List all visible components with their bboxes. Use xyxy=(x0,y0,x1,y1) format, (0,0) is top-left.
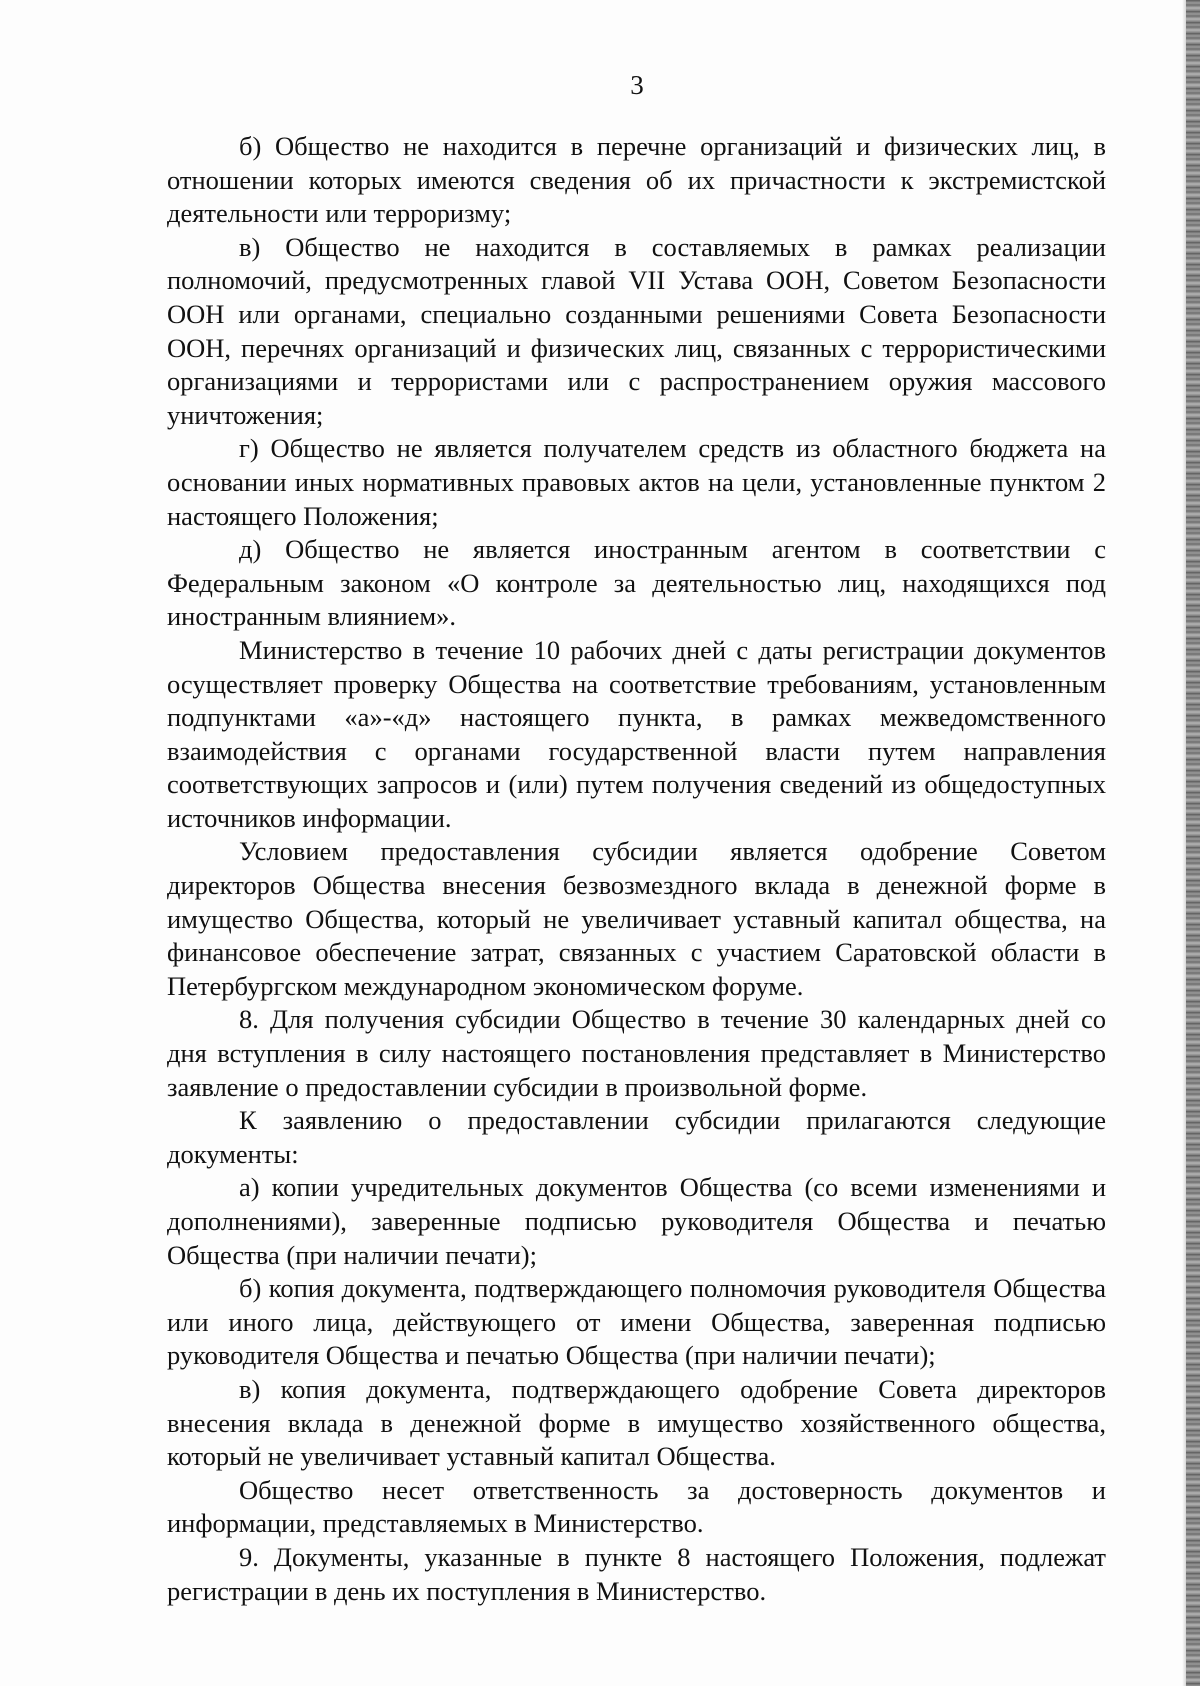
paragraph-section-9: 9. Документы, указанные в пункте 8 настоящего Положения, подлежат регистрации в день их поступления в Министерство. xyxy=(167,1541,1106,1606)
paragraph-responsibility: Общество несет ответственность за достоверность документов и информации, представляемых в Министерство. xyxy=(167,1474,1106,1539)
scan-edge xyxy=(1186,0,1200,1686)
paragraph-doc-v: в) копия документа, подтверждающего одобрение Совета директоров внесения вклада в денежной форме в имущество хозяйственного общества, который не увеличивает уставный капитал Общества. xyxy=(167,1373,1106,1472)
paragraph-ministry-check: Министерство в течение 10 рабочих дней с даты регистрации документов осуществляет проверку Общества на соответствие требованиям, установленным подпунктами «а»-«д» настоящего пункта, в рамках межведомственного взаимодействия с органами государственной власти путем направления соответствующих запросов и (или) путем получения сведений из общедоступных источников информации. xyxy=(167,634,1106,833)
paragraph-doc-a: а) копии учредительных документов Общества (со всеми изменениями и дополнениями), заверенные подписью руководителя Общества и печатью Общества (при наличии печати); xyxy=(167,1172,1106,1270)
page-number: 3 xyxy=(630,70,644,100)
paragraph-item-d: д) Общество не является иностранным агентом в соответствии с Федеральным законом «О контроле за деятельностью лиц, находящихся под иностранным влиянием». xyxy=(167,534,1106,632)
paragraph-documents-intro: К заявлению о предоставлении субсидии прилагаются следующие документы: xyxy=(167,1105,1106,1169)
paragraph-item-b: б) Общество не находится в перечне организаций и физических лиц, в отношении которых имеются сведения об их причастности к экстремистской деятельности или терроризму; xyxy=(167,131,1106,229)
paragraph-section-8: 8. Для получения субсидии Общество в течение 30 календарных дней со дня вступления в силу настоящего постановления представляет в Министерство заявление о предоставлении субсидии в произвольной форме. xyxy=(167,1004,1106,1102)
paragraph-doc-b: б) копия документа, подтверждающего полномочия руководителя Общества или иного лица, действующего от имени Общества, заверенная подписью руководителя Общества и печатью Общества (при наличии печати); xyxy=(167,1273,1106,1371)
paragraph-item-v: в) Общество не находится в составляемых в рамках реализации полномочий, предусмотренных главой VII Устава ООН, Советом Безопасности ООН или органами, специально созданными решениями Совета Безопасности ООН, перечнях организаций и физических лиц, связанных с террористическими организациями и террористами или с распространением оружия массового уничтожения; xyxy=(167,231,1106,430)
paragraph-subsidy-condition: Условием предоставления субсидии является одобрение Советом директоров Общества внесения безвозмездного вклада в денежной форме в имущество Общества, который не увеличивает уставный капитал общества, на финансовое обеспечение затрат, связанных с участием Саратовской области в Петербургском международном экономическом форуме. xyxy=(167,836,1106,1001)
document-body xyxy=(167,130,1106,1608)
paragraph-item-g: г) Общество не является получателем средств из областного бюджета на основании иных нормативных правовых актов на цели, установленные пунктом 2 настоящего Положения; xyxy=(167,433,1106,531)
